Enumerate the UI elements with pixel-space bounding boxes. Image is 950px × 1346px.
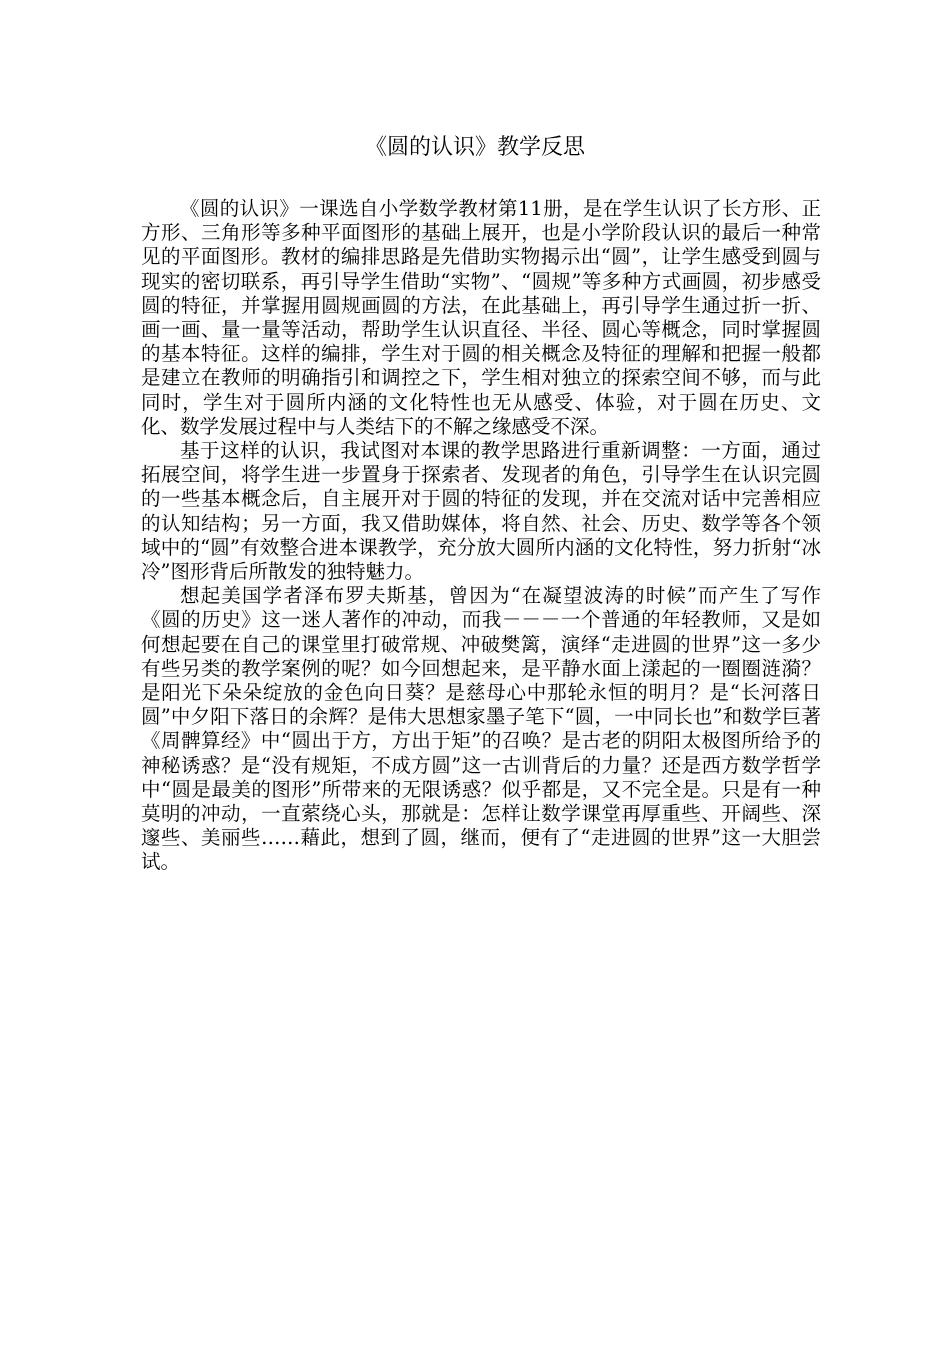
- paragraph-2: 基于这样的认识，我试图对本课的教学思路进行重新调整：一方面，通过拓展空间，将学生进一步置身于探索者、发现者的角色，引导学生在认识完圆的一些基本概念后，自主展开对于圆的特征的发现，并在交流对话中完善相应的认知结构；另一方面，我又借助媒体，将自然、社会、历史、数学等各个领域中的“圆”有效整合进本课教学，充分放大圆所内涵的文化特性，努力折射“冰冷”图形背后所散发的独特魅力。: [141, 439, 821, 584]
- page-title: 《圆的认识》教学反思: [364, 135, 585, 160]
- paragraph-3: 想起美国学者泽布罗夫斯基，曾因为“在凝望波涛的时候”而产生了写作《圆的历史》这一迷人著作的冲动，而我－－－一个普通的年轻教师，又是如何想起要在自己的课堂里打破常规、冲破樊篱，演绎“走进圆的世界”这一多少有些另类的教学案例的呢？如今回想起来，是平静水面上漾起的一圈圈涟漪？是阳光下朵朵绽放的金色向日葵？是慈母心中那轮永恒的明月？是“长河落日圆”中夕阳下落日的余辉？是伟大思想家墨子笔下“圆，一中同长也”和数学巨著《周髀算经》中“圆出于方，方出于矩”的召唤？是古老的阴阳太极图所给予的神秘诱惑？是“没有规矩，不成方圆”这一古训背后的力量？还是西方数学哲学中“圆是最美的图形”所带来的无限诱惑？似乎都是，又不完全是。只是有一种莫明的冲动，一直萦绕心头，那就是：怎样让数学课堂再厚重些、开阔些、深邃些、美丽些……藉此，想到了圆，继而，便有了“走进圆的世界”这一大胆尝试。: [141, 584, 821, 874]
- document-body: [141, 197, 821, 875]
- paragraph-1: 《圆的认识》一课选自小学数学教材第11册，是在学生认识了长方形、正方形、三角形等多种平面图形的基础上展开，也是小学阶段认识的最后一种常见的平面图形。教材的编排思路是先借助实物揭示出“圆”，让学生感受到圆与现实的密切联系，再引导学生借助“实物”、“圆规”等多种方式画圆，初步感受圆的特征，并掌握用圆规画圆的方法，在此基础上，再引导学生通过折一折、画一画、量一量等活动，帮助学生认识直径、半径、圆心等概念，同时掌握圆的基本特征。这样的编排，学生对于圆的相关概念及特征的理解和把握一般都是建立在教师的明确指引和调控之下，学生相对独立的探索空间不够，而与此同时，学生对于圆所内涵的文化特性也无从感受、体验，对于圆在历史、文化、数学发展过程中与人类结下的不解之缘感受不深。: [141, 197, 821, 438]
